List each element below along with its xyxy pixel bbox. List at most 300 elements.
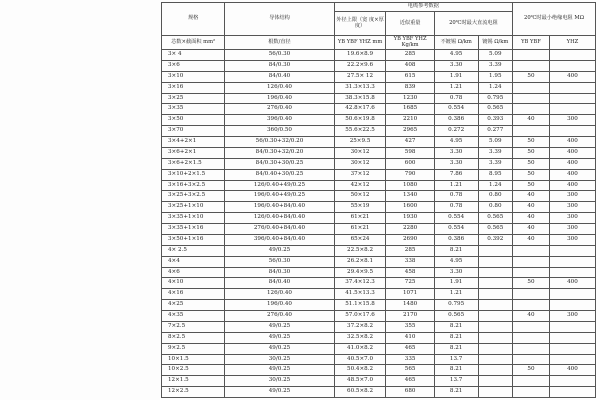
cell-resistance-untinned: 8.21 [434,365,478,376]
cell-resistance-untinned: 8.21 [434,245,478,256]
header-od-model: YB YBF YHZ mm [334,36,386,50]
cell-resistance-tinned: 3.39 [478,147,513,158]
cell-weight: 1930 [386,213,434,224]
table-row [162,50,596,61]
cell-resistance-untinned: 0.795 [434,300,478,311]
cell-insulation-yb [513,93,550,104]
cell-insulation-yb [513,82,550,93]
cell-spec: 4×4 [162,256,225,267]
cell-insulation-yb [513,50,550,61]
cell-insulation-yhz [549,82,595,93]
cell-resistance-untinned: 0.386 [434,115,478,126]
cell-conductor: 84/0.30 [225,60,334,71]
cell-insulation-yb: 50 [513,147,550,158]
cell-insulation-yhz [549,387,595,398]
cell-insulation-yhz: 400 [549,169,595,180]
cell-conductor: 196/0.40+49/0.25 [225,191,334,202]
cell-resistance-untinned: 0.78 [434,93,478,104]
cell-spec: 12×2.5 [162,387,225,398]
table-row [162,104,596,115]
cell-spec: 3×16 [162,82,225,93]
header-untinned: 不镀锡 Ω/km [434,36,478,50]
cell-conductor: 84/0.40 [225,71,334,82]
cell-insulation-yb [513,387,550,398]
cell-insulation-yb [513,256,550,267]
cell-insulation-yhz: 400 [549,278,595,289]
cell-weight: 2280 [386,224,434,235]
cell-weight: 680 [386,387,434,398]
table-row [162,191,596,202]
cell-outer-diameter: 19.6×8.9 [334,50,386,61]
header-weight: 近似重量 [386,12,434,36]
table-row [162,245,596,256]
cell-insulation-yb [513,289,550,300]
cell-outer-diameter: 27.5× 12 [334,71,386,82]
cell-resistance-tinned: 1.24 [478,82,513,93]
cell-conductor: 84/0.40+30/0.25 [225,169,334,180]
cell-insulation-yb [513,354,550,365]
header-insulation: 20℃时最小绝缘电阻 MΩ [513,3,596,36]
cell-resistance-untinned: 1.91 [434,71,478,82]
cell-conductor: 276/0.40+84/0.40 [225,224,334,235]
cell-outer-diameter: 51.1×15.8 [334,300,386,311]
cell-outer-diameter: 29.4×9.5 [334,267,386,278]
header-spec: 规格 [162,3,225,36]
cell-conductor: 396/0.40+84/0.40 [225,234,334,245]
cell-weight: 839 [386,82,434,93]
cell-conductor: 126/0.40+49/0.25 [225,180,334,191]
cell-resistance-untinned: 8.21 [434,321,478,332]
cell-insulation-yhz [549,245,595,256]
table-row [162,365,596,376]
cell-resistance-tinned: 1.95 [478,71,513,82]
cell-spec: 4×6 [162,267,225,278]
cell-conductor: 49/0.25 [225,321,334,332]
cell-conductor: 84/0.30+30/0.25 [225,158,334,169]
cell-conductor: 196/0.40 [225,93,334,104]
cell-weight: 427 [386,137,434,148]
cell-resistance-tinned: 0.393 [478,115,513,126]
cell-insulation-yb: 40 [513,213,550,224]
cell-spec: 4×35 [162,311,225,322]
cell-spec: 3×4+2×1 [162,137,225,148]
cell-outer-diameter: 42×12 [334,180,386,191]
cell-conductor: 196/0.40+84/0.40 [225,202,334,213]
table-row [162,387,596,398]
cell-insulation-yb [513,332,550,343]
cell-spec: 3×25+1×10 [162,202,225,213]
header-reference: 电缆参考数据 [334,3,512,12]
cell-resistance-tinned: 0.795 [478,93,513,104]
cell-resistance-tinned [478,376,513,387]
cell-weight: 1071 [386,289,434,300]
cell-weight: 285 [386,245,434,256]
cell-resistance-untinned: 1.21 [434,289,478,300]
cell-weight: 1080 [386,180,434,191]
cell-resistance-untinned: 0.78 [434,191,478,202]
cell-weight: 335 [386,354,434,365]
cell-insulation-yb [513,60,550,71]
cell-conductor: 30/0.25 [225,354,334,365]
table-row [162,321,596,332]
cell-spec: 3×35+1×16 [162,224,225,235]
cell-resistance-tinned [478,365,513,376]
cell-spec: 3×50 [162,115,225,126]
table-row [162,169,596,180]
cell-conductor: 396/0.40 [225,115,334,126]
cell-resistance-untinned: 1.21 [434,180,478,191]
cell-conductor: 126/0.40 [225,82,334,93]
cell-outer-diameter: 38.3×15.8 [334,93,386,104]
cell-weight: 458 [386,267,434,278]
cell-resistance-tinned [478,300,513,311]
cell-insulation-yb: 50 [513,137,550,148]
table-row [162,126,596,137]
cell-insulation-yb: 40 [513,191,550,202]
cell-resistance-untinned: 8.21 [434,332,478,343]
cell-insulation-yhz: 300 [549,311,595,322]
cell-insulation-yhz [549,60,595,71]
cell-resistance-untinned: 7.86 [434,169,478,180]
cell-insulation-yhz [549,256,595,267]
table-row [162,267,596,278]
cell-conductor: 49/0.25 [225,245,334,256]
cell-spec: 3×25 [162,93,225,104]
cell-outer-diameter: 55×19 [334,202,386,213]
cell-resistance-tinned [478,354,513,365]
cell-resistance-tinned [478,245,513,256]
cell-conductor: 49/0.25 [225,365,334,376]
cell-insulation-yb [513,267,550,278]
cell-outer-diameter: 40.5×7.0 [334,354,386,365]
table-row [162,213,596,224]
table-row [162,180,596,191]
cell-spec: 4× 2.5 [162,245,225,256]
cell-weight: 600 [386,158,434,169]
cell-resistance-untinned: 3.30 [434,267,478,278]
table-row [162,354,596,365]
cell-outer-diameter: 50×12 [334,191,386,202]
table-row [162,93,596,104]
cell-resistance-untinned: 4.95 [434,137,478,148]
cell-resistance-untinned: 0.386 [434,234,478,245]
cell-insulation-yb: 40 [513,224,550,235]
header-resistance: 20℃时最大直流电阻 [434,12,512,36]
cell-conductor: 84/0.30 [225,267,334,278]
table-row [162,332,596,343]
cell-conductor: 56/0.30 [225,50,334,61]
cell-conductor: 84/0.40 [225,278,334,289]
cell-insulation-yb [513,126,550,137]
cell-resistance-untinned: 13.7 [434,354,478,365]
cell-resistance-tinned: 0.565 [478,104,513,115]
header-outer-diameter: 外径上限（宽 度×厚度） [334,12,386,36]
cell-weight: 1340 [386,191,434,202]
cell-weight: 410 [386,332,434,343]
cell-spec: 4×25 [162,300,225,311]
cell-insulation-yb: 40 [513,234,550,245]
cell-insulation-yhz [549,300,595,311]
cell-outer-diameter: 37.4×12.3 [334,278,386,289]
cell-conductor: 84/0.30+32/0.20 [225,147,334,158]
cell-insulation-yb: 50 [513,169,550,180]
cell-resistance-tinned: 0.565 [478,213,513,224]
cell-spec: 9×2.5 [162,343,225,354]
cell-outer-diameter: 25×9.5 [334,137,386,148]
cell-resistance-untinned: 0.565 [434,311,478,322]
table-row [162,115,596,126]
cell-insulation-yhz [549,321,595,332]
cell-conductor: 30/0.25 [225,376,334,387]
cell-insulation-yhz: 400 [549,365,595,376]
cell-resistance-tinned: 0.277 [478,126,513,137]
cell-weight: 2690 [386,234,434,245]
cell-outer-diameter: 30×12 [334,158,386,169]
table-row [162,311,596,322]
cell-resistance-untinned: 8.21 [434,343,478,354]
cell-resistance-tinned [478,311,513,322]
cell-conductor: 196/0.40 [225,300,334,311]
cell-weight: 598 [386,147,434,158]
cell-conductor: 49/0.25 [225,343,334,354]
cell-spec: 3×50+1×16 [162,234,225,245]
cell-resistance-untinned: 1.91 [434,278,478,289]
cell-insulation-yhz [549,354,595,365]
cell-resistance-untinned: 3.30 [434,60,478,71]
cell-insulation-yhz: 300 [549,191,595,202]
table-row [162,137,596,148]
cell-insulation-yhz [549,376,595,387]
cell-insulation-yhz [549,50,595,61]
cell-resistance-tinned: 1.24 [478,180,513,191]
cell-insulation-yhz: 300 [549,115,595,126]
cell-weight: 465 [386,343,434,354]
cell-weight: 408 [386,60,434,71]
cell-outer-diameter: 41.0×8.2 [334,343,386,354]
cell-conductor: 360/0.50 [225,126,334,137]
cell-resistance-untinned: 0.554 [434,104,478,115]
cell-spec: 3×70 [162,126,225,137]
cell-resistance-tinned [478,332,513,343]
cell-outer-diameter: 22.5×8.2 [334,245,386,256]
cell-insulation-yb: 50 [513,71,550,82]
cell-outer-diameter: 32.5×8.2 [334,332,386,343]
cell-weight: 2170 [386,311,434,322]
cell-weight: 285 [386,50,434,61]
cell-weight: 790 [386,169,434,180]
cell-outer-diameter: 37×12 [334,169,386,180]
cell-weight: 615 [386,71,434,82]
cell-insulation-yhz: 300 [549,202,595,213]
header-ins-yb: YB YBF [513,36,550,50]
table-row [162,343,596,354]
cell-resistance-untinned: 4.95 [434,50,478,61]
cell-weight: 1685 [386,104,434,115]
cell-spec: 3×10 [162,71,225,82]
table-row [162,71,596,82]
cell-spec: 3×35 [162,104,225,115]
cell-spec: 3×16+3×2.5 [162,180,225,191]
table-row [162,376,596,387]
table-row [162,147,596,158]
cell-weight: 1230 [386,93,434,104]
header-ins-yhz: YHZ [549,36,595,50]
cell-resistance-untinned: 13.7 [434,376,478,387]
cell-insulation-yhz: 400 [549,71,595,82]
cell-weight: 2210 [386,115,434,126]
cell-resistance-tinned [478,387,513,398]
cell-insulation-yhz: 400 [549,158,595,169]
cell-resistance-tinned: 8.95 [478,169,513,180]
cell-spec: 8×2.5 [162,332,225,343]
cell-insulation-yb: 50 [513,180,550,191]
table-row [162,256,596,267]
cell-insulation-yb: 40 [513,115,550,126]
header-tinned: 镀锡 Ω/km [478,36,513,50]
cell-insulation-yhz: 400 [549,147,595,158]
cell-weight: 465 [386,376,434,387]
table-row [162,300,596,311]
cell-weight: 355 [386,321,434,332]
cell-resistance-tinned: 0.80 [478,191,513,202]
table-row [162,289,596,300]
cell-insulation-yhz: 400 [549,180,595,191]
cell-outer-diameter: 60.5×8.2 [334,387,386,398]
cell-outer-diameter: 42.8×17.6 [334,104,386,115]
table-row [162,82,596,93]
header-strands: 根数/直径 [225,36,334,50]
cell-insulation-yb [513,321,550,332]
cell-spec: 3×25+3×2.5 [162,191,225,202]
cell-spec: 3×35+1×10 [162,213,225,224]
cell-resistance-untinned: 4.95 [434,256,478,267]
cell-resistance-tinned: 0.80 [478,202,513,213]
cell-spec: 4×10 [162,278,225,289]
cell-conductor: 56/0.30 [225,256,334,267]
cell-outer-diameter: 22.2×9.6 [334,60,386,71]
cell-insulation-yb [513,104,550,115]
cell-conductor: 126/0.40+84/0.40 [225,213,334,224]
cell-resistance-tinned [478,256,513,267]
cell-resistance-untinned: 8.21 [434,387,478,398]
cell-weight: 725 [386,278,434,289]
cell-weight: 1480 [386,300,434,311]
cell-spec: 10×1.5 [162,354,225,365]
cell-resistance-tinned: 3.39 [478,158,513,169]
cell-insulation-yb [513,343,550,354]
cell-resistance-tinned: 0.565 [478,224,513,235]
cell-spec: 7×2.5 [162,321,225,332]
cell-insulation-yb: 50 [513,278,550,289]
cell-spec: 3× 4 [162,50,225,61]
cell-insulation-yb: 40 [513,311,550,322]
header-weight-model: YB YBF YHZ Kg/km [386,36,434,50]
cell-resistance-untinned: 0.554 [434,213,478,224]
cell-outer-diameter: 57.0×17.6 [334,311,386,322]
cell-spec: 3×6+2×1 [162,147,225,158]
table-row [162,158,596,169]
cell-resistance-untinned: 3.30 [434,147,478,158]
cell-weight: 1600 [386,202,434,213]
cell-spec: 10×2.5 [162,365,225,376]
cell-resistance-tinned: 3.39 [478,60,513,71]
cell-outer-diameter: 26.2×8.1 [334,256,386,267]
cell-spec: 3×10+2×1.5 [162,169,225,180]
cell-resistance-tinned [478,289,513,300]
cell-resistance-untinned: 1.21 [434,82,478,93]
cell-outer-diameter: 37.2×8.2 [334,321,386,332]
cell-outer-diameter: 48.5×7.0 [334,376,386,387]
cell-outer-diameter: 65×24 [334,234,386,245]
cell-resistance-tinned: 0.392 [478,234,513,245]
header-conductor: 导体结构 [225,3,334,36]
cell-resistance-tinned: 5.09 [478,50,513,61]
cable-spec-table [161,2,596,398]
cell-outer-diameter: 50.6×19.8 [334,115,386,126]
cell-weight: 565 [386,365,434,376]
cell-resistance-untinned: 3.30 [434,158,478,169]
cell-weight: 338 [386,256,434,267]
cell-outer-diameter: 55.6×22.5 [334,126,386,137]
cell-insulation-yb [513,300,550,311]
cell-resistance-tinned [478,343,513,354]
cell-insulation-yhz [549,126,595,137]
cell-insulation-yb [513,376,550,387]
cell-outer-diameter: 50.4×8.2 [334,365,386,376]
cell-spec: 3×6 [162,60,225,71]
cell-conductor: 276/0.40 [225,311,334,322]
table-row [162,234,596,245]
cell-insulation-yhz [549,343,595,354]
cell-conductor: 276/0.40 [225,104,334,115]
cell-insulation-yb: 50 [513,158,550,169]
cell-conductor: 126/0.40 [225,289,334,300]
table-row [162,60,596,71]
cell-outer-diameter: 61×21 [334,224,386,235]
cell-insulation-yb: 50 [513,365,550,376]
cell-spec: 3×6+2×1.5 [162,158,225,169]
cell-spec: 12×1.5 [162,376,225,387]
cell-insulation-yhz [549,104,595,115]
cell-weight: 2965 [386,126,434,137]
cell-insulation-yhz [549,93,595,104]
cell-resistance-untinned: 0.78 [434,202,478,213]
table-row [162,202,596,213]
cell-resistance-tinned [478,278,513,289]
header-section: 芯数×截面积 mm² [162,36,225,50]
cell-conductor: 56/0.30+32/0.20 [225,137,334,148]
cell-outer-diameter: 61×21 [334,213,386,224]
table-body [162,50,596,398]
cell-outer-diameter: 30×12 [334,147,386,158]
cell-spec: 4×16 [162,289,225,300]
cell-insulation-yb: 40 [513,202,550,213]
table-row [162,224,596,235]
cell-insulation-yhz: 400 [549,137,595,148]
cell-insulation-yhz [549,332,595,343]
cell-resistance-tinned: 5.09 [478,137,513,148]
cell-resistance-untinned: 0.272 [434,126,478,137]
cell-conductor: 49/0.25 [225,387,334,398]
cell-outer-diameter: 41.5×13.3 [334,289,386,300]
cell-conductor: 49/0.25 [225,332,334,343]
cell-insulation-yhz: 300 [549,213,595,224]
cell-insulation-yhz [549,289,595,300]
cell-insulation-yhz [549,267,595,278]
cell-insulation-yb [513,245,550,256]
cell-resistance-tinned [478,321,513,332]
cell-insulation-yhz: 300 [549,224,595,235]
